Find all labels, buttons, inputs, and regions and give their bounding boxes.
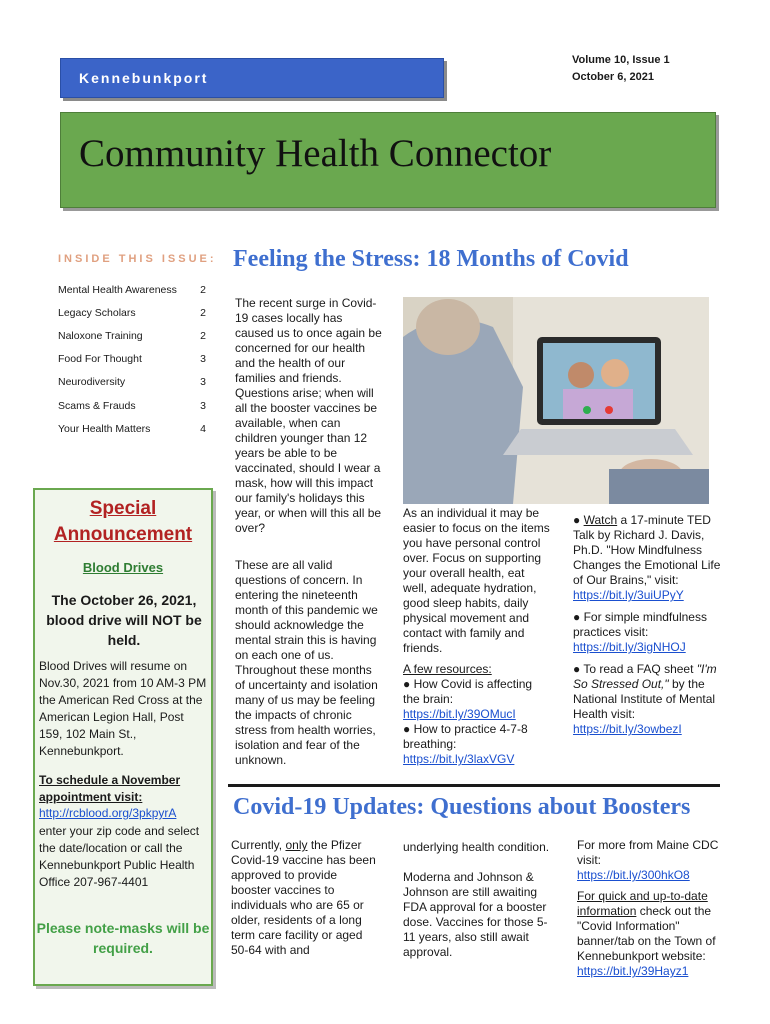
resource-title-italic: "I'm So Stressed Out," <box>573 662 717 691</box>
issue-date: October 6, 2021 <box>572 71 654 83</box>
toc-title: Neurodiversity <box>58 376 126 388</box>
resource-text: a 17-minute TED Talk by Richard J. Davis, Ph.D. "How Mindfulness Changes the Emotional Life of Our Brains," visit: <box>573 513 721 587</box>
special-title-line1: Special <box>89 498 157 519</box>
covid-text: For more from Maine CDC visit: <box>577 838 719 867</box>
special-title-line2: Announcement <box>53 524 193 545</box>
covid-text: check out the "Covid Information" banner/tab on the Town of Kennebunkport website: <box>577 904 716 963</box>
toc-item <box>58 284 206 296</box>
article-title: Feeling the Stress: 18 Months of Covid <box>233 246 629 272</box>
covid-text <box>577 889 725 964</box>
covid-text: the Pfizer Covid-19 vaccine has been approved to provide booster vaccines to individuals who are 65 or older, residents of a long term care facility or aged 50-64 with and <box>231 838 376 957</box>
toc-title: Naloxone Training <box>58 330 143 342</box>
rcblood-link[interactable]: http://rcblood.org/3pkpyrA <box>39 806 177 820</box>
section-divider <box>228 784 720 787</box>
town-name: Kennebunkport <box>79 70 209 86</box>
covid-text: underlying health condition. <box>403 840 550 854</box>
toc-title: Mental Health Awareness <box>58 284 177 296</box>
resource-text: ● To read a FAQ sheet <box>573 662 697 676</box>
covid-paragraph <box>403 840 551 960</box>
toc-title: Your Health Matters <box>58 423 151 435</box>
article-paragraph: These are all valid questions of concern. In entering the nineteenth month of this pandemic we should acknowledge the mental strain this is having on each one of us. Throughout these months of uncertainty and isolation many of us may be feeling the impacts of chronic stress from health worries, isolation and fear of the unknown. <box>235 558 378 767</box>
article-paragraph: The recent surge in Covid-19 cases locally has caused us to once again be concerned for our health and the health of our families and friends. Questions arise; when will all the booster vaccines be available, when can children younger than 12 years be able to be vaccinated, should I wear a mask, how will this impact our family's holidays this year, or when will this all be over? <box>235 296 382 535</box>
toc-page: 3 <box>200 376 206 388</box>
resource-item <box>573 662 721 722</box>
covid-text: Currently, <box>231 838 286 852</box>
resources-heading: A few resources: <box>403 662 492 676</box>
resource-item: ● How to practice 4-7-8 breathing: <box>403 722 528 751</box>
newsletter-title: Community Health Connector <box>79 132 552 175</box>
blood-drive-cancel-notice: The October 26, 2021, blood drive will NOT be held. <box>46 592 202 648</box>
toc-item <box>58 353 206 365</box>
blood-drive-resume-text: Blood Drives will resume on Nov.30, 2021 from 10 AM-3 PM the American Red Cross at the American Legion Hall, Post 159, 102 Main St., Kennebunkport. <box>39 659 207 758</box>
resource-link[interactable]: https://bit.ly/3igNHOJ <box>573 640 686 654</box>
covid-paragraph <box>231 838 379 958</box>
covid-paragraph <box>577 838 725 979</box>
video-call-photo <box>403 297 709 504</box>
volume-issue: Volume 10, Issue 1 <box>572 54 670 66</box>
blood-drives-heading: Blood Drives <box>82 560 164 575</box>
toc-item <box>58 307 206 319</box>
toc-title: Food For Thought <box>58 353 142 365</box>
resource-item: ● Watch a 17-minute TED Talk by Richard J. Davis, Ph.D. "How Mindfulness Changes the Emotional Life of Our Brains," visit: <box>573 513 721 587</box>
masks-notice: Please note-masks will be required. <box>36 920 210 956</box>
inside-this-issue-heading: INSIDE THIS ISSUE: <box>58 253 217 265</box>
article-paragraph: As an individual it may be easier to focus on the items you have personal control over. Focus on supporting your overall health, eat well, adequate hydration, good sleep habits, daily physical movement and contact with family and friends. <box>403 506 550 655</box>
schedule-instructions: enter your zip code and select the date/location or call the Kennebunkport Public Health Office 207-967-4401 <box>39 824 200 889</box>
covid-updates-title: Covid-19 Updates: Questions about Boosters <box>233 794 691 820</box>
town-website-link[interactable]: https://bit.ly/39Hayz1 <box>577 964 689 978</box>
watch-label: Watch <box>583 513 618 527</box>
special-announcement-box <box>33 488 213 986</box>
toc-page: 4 <box>200 423 206 435</box>
resource-link[interactable]: https://bit.ly/3laxVGV <box>403 752 515 766</box>
special-announcement-title <box>35 496 211 548</box>
covid-emphasis: For quick and up-to-date information <box>577 889 708 918</box>
toc-item <box>58 400 206 412</box>
resources-column <box>573 513 721 737</box>
toc-page: 2 <box>200 307 206 319</box>
resource-item: ● For simple mindfulness practices visit: <box>573 610 707 639</box>
toc-item <box>58 423 206 435</box>
covid-emphasis: only <box>285 838 308 852</box>
toc-page: 2 <box>200 284 206 296</box>
toc-item <box>58 330 206 342</box>
resources-list <box>403 677 551 767</box>
schedule-heading: To schedule a November appointment visit: <box>39 773 181 804</box>
town-banner <box>60 58 444 98</box>
toc-title: Scams & Frauds <box>58 400 136 412</box>
resource-link[interactable]: https://bit.ly/39OMucI <box>403 707 516 721</box>
covid-text: Moderna and Johnson & Johnson are still awaiting FDA approval for a booster dose. Vaccines for those 5-11 years, also still await approval. <box>403 870 548 959</box>
toc-page: 3 <box>200 353 206 365</box>
resource-link[interactable]: https://bit.ly/3uiUPyY <box>573 588 684 602</box>
toc-item <box>58 376 206 388</box>
resource-item: ● How Covid is affecting the brain: <box>403 677 533 706</box>
toc-title: Legacy Scholars <box>58 307 136 319</box>
resource-link[interactable]: https://bit.ly/3owbezI <box>573 722 682 736</box>
title-banner <box>60 112 716 208</box>
maine-cdc-link[interactable]: https://bit.ly/300hkO8 <box>577 868 690 882</box>
resource-text: by the National Institute of Mental Health visit: <box>573 677 716 721</box>
toc-page: 2 <box>200 330 206 342</box>
toc-page: 3 <box>200 400 206 412</box>
